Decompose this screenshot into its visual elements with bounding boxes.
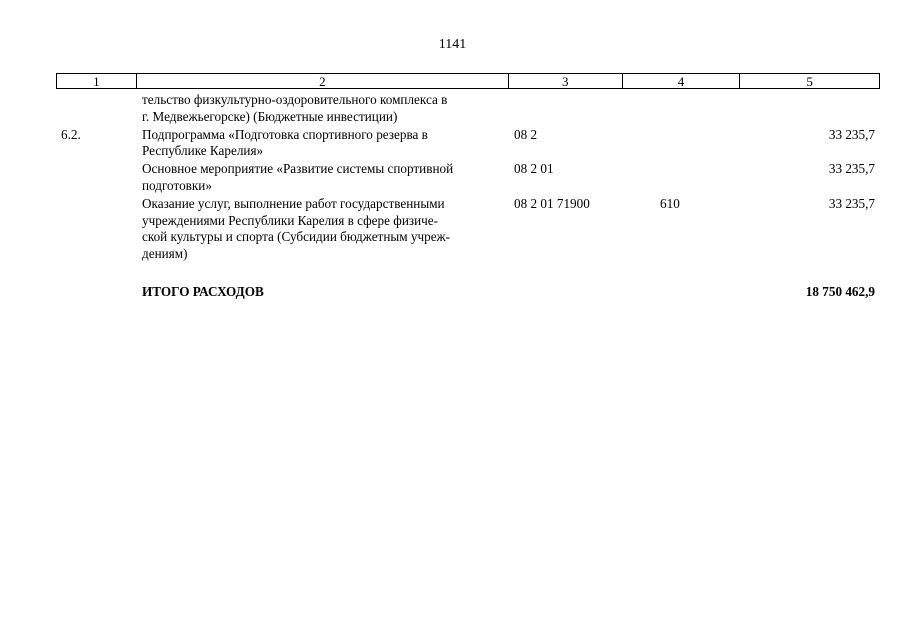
row-name: Основное мероприятие «Развитие системы спортивной подготовки» xyxy=(142,161,454,193)
row-number: 6.2. xyxy=(61,126,81,142)
table-row xyxy=(56,127,880,161)
row-name: Подпрограмма «Подготовка спортивного резерва в Республике Карелия» xyxy=(142,126,428,159)
table-header-row xyxy=(56,73,880,89)
row-amount: 33 235,7 xyxy=(828,161,875,177)
row-amount: 33 235,7 xyxy=(828,126,875,142)
column-header-2: 2 xyxy=(136,74,508,88)
column-header-5: 5 xyxy=(739,74,879,88)
column-header-4: 4 xyxy=(622,74,740,88)
total-row xyxy=(56,284,880,301)
column-header-3: 3 xyxy=(508,74,622,88)
row-code: 08 2 01 xyxy=(514,161,554,177)
row-expense-type: 610 xyxy=(660,195,680,211)
page-number: 1141 xyxy=(438,37,467,52)
table-body xyxy=(56,92,880,301)
column-header-1: 1 xyxy=(93,74,100,89)
row-code: 08 2 01 71900 xyxy=(514,195,590,211)
row-amount: 33 235,7 xyxy=(828,195,875,211)
row-name: тельство физкультурно-оздоровительного комплекса в г. Медвежьегорске) (Бюджетные инвестиции) xyxy=(142,92,448,124)
total-label: ИТОГО РАСХОДОВ xyxy=(142,283,264,299)
row-name: Оказание услуг, выполнение работ государственными учреждениями Республики Карелия в сфере физиче- ской культуры и спорта (Субсидии бюджетным учреж- дениям) xyxy=(142,195,451,262)
row-code: 08 2 xyxy=(514,126,538,142)
total-amount: 18 750 462,9 xyxy=(805,283,875,299)
table-row xyxy=(56,92,880,126)
table-row xyxy=(56,161,880,195)
table-row xyxy=(56,196,880,263)
